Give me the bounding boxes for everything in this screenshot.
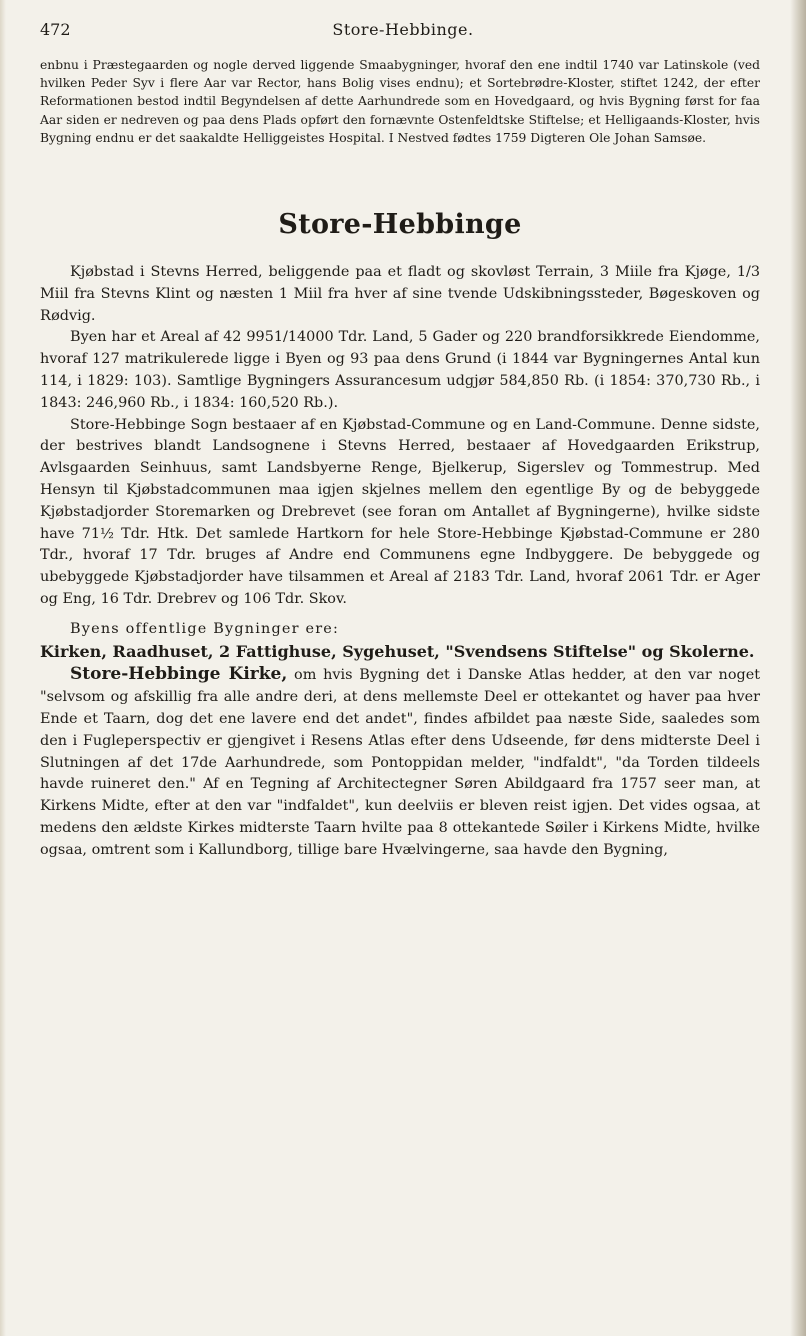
intro-paragraph: enbnu i Præstegaarden og nogle derved liggende Smaabygninger, hvoraf den ene indtil 1740 var Latinskole (ved hvilken Peder Syv i flere Aar var Rector, hans Bolig vises endnu); et Sortebrødre-Kloster, stiftet 1242, der efter Reformationen bestod indtil Begyndelsen af dette Aarhundrede som en Hovedgaard, og hvis Bygning først for faa Aar siden er nedreven og paa dens Plads opført den fornævnte Ostenfeldtske Stiftelse; et Helligaands-Kloster, hvis Bygning endnu er det saakaldte Helliggeistes Hospital. I Nestved fødtes 1759 Digteren Ole Johan Samsøe.	[40, 58, 760, 145]
section-title: Store-Hebbinge	[278, 209, 522, 241]
church-text: om hvis Bygning det i Danske Atlas hedder, at den var noget "selvsom og afskillig fra alle andre deri, at dens mellemste Deel er ottekantet og haver paa hver Ende et Taarn, dog det ene lavere end det andet", findes afbildet paa næste Side, saaledes som den i Fugleperspectiv er gjengivet i Resens Atlas efter dens Udseende, før dens midterste Deel i Slutningen af det 17de Aarhundrede, som Pontoppidan melder, "indfaldt", "da Torden tildeels havde ruineret den." Af en Tegning af Architectegner Søren Abildgaard fra 1757 seer man, at Kirkens Midte, efter at den var "indfaldet", kun deelviis er bleven reist igjen. Det vides ogsaa, at medens den ældste Kirkes midterste Taarn hvilte paa 8 ottekantede Søiler i Kirkens Midte, hvilke ogsaa, omtrent som i Kallundborg, tillige bare Hvælvingerne, saa havde den Bygning,	[40, 667, 760, 858]
paragraph-buildings-list	[40, 641, 760, 665]
page-edge-shadow	[790, 0, 806, 1336]
paragraph-area: Byen har et Areal af 42 9951/14000 Tdr. Land, 5 Gader og 220 brandforsikkrede Eiendomme, hvoraf 127 matrikulerede ligge i Byen og 93 paa dens Grund (i 1844 var Bygningernes Antal kun 114, i 1829: 103). Samtlige Bygningers Assurancesum udgjør 584,850 Rb. (i 1854: 370,730 Rb., i 1843: 246,960 Rb., i 1834: 160,520 Rb.).	[40, 329, 760, 411]
running-title: Store-Hebbinge.	[332, 20, 474, 39]
page-gutter-shadow	[0, 0, 6, 1336]
paragraph-public-buildings	[40, 619, 760, 641]
public-buildings-lead: Byens offentlige Bygninger ere:	[70, 620, 340, 637]
public-buildings-list: Kirken, Raadhuset, 2 Fattighuse, Sygehuset, "Svendsens Stiftelse" og Skolerne.	[40, 641, 755, 661]
paragraph-church	[40, 664, 760, 861]
paragraph-location: Kjøbstad i Stevns Herred, beliggende paa et fladt og skovløst Terrain, 3 Miile fra Kjøge, 1/3 Miil fra Stevns Klint og næsten 1 Miil fra hver af sine tvende Udskibningssteder, Bøgeskoven og Rødvig.	[40, 264, 760, 324]
page-content	[40, 56, 760, 862]
paragraph-parish: Store-Hebbinge Sogn bestaaer af en Kjøbstad-Commune og en Land-Commune. Denne sidste, der bestrives blandt Landsognene i Stevns Herred, bestaaer af Hovedgaarden Erikstrup, Avlsgaarden Seinhuus, samt Landsbyerne Renge, Bjelkerup, Sigerslev og Tommestrup. Med Hensyn til Kjøbstadcommunen maa igjen skjelnes mellem den egentlige By og de bebyggede Kjøbstadjorder Storemarken og Drebrevet (see foran om Antallet af Bygningerne), hvilke sidste have 71½ Tdr. Htk. Det samlede Hartkorn for hele Store-Hebbinge Kjøbstad-Commune er 280 Tdr., hvoraf 17 Tdr. bruges af Andre end Communens egne Indbyggere. De bebyggede og ubebyggede Kjøbstadjorder have tilsammen et Areal af 2183 Tdr. Land, hvoraf 2061 Tdr. er Ager og Eng, 16 Tdr. Drebrev og 106 Tdr. Skov.	[40, 416, 760, 607]
page-number: 472	[40, 20, 71, 39]
church-heading: Store-Hebbinge Kirke,	[70, 664, 288, 685]
page-header	[40, 20, 766, 44]
